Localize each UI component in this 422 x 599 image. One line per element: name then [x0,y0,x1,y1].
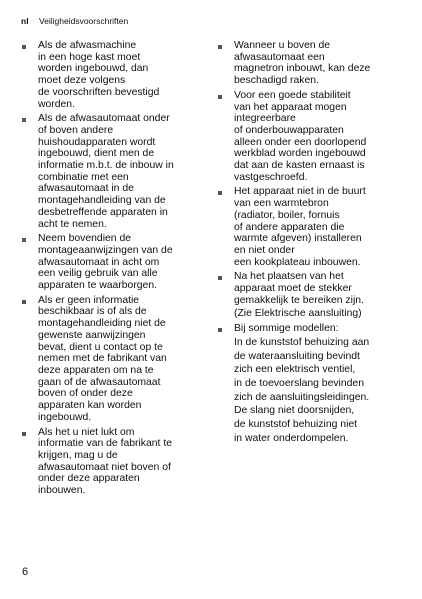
bullet-text-line: montagehandleiding van de [38,195,166,207]
bullet-text-line: combinatie met een [38,171,129,183]
square-bullet-icon [218,276,222,280]
right-column [218,40,408,448]
bullet-text-line: bevat, dient u contact op te [38,341,163,353]
language-code: nl [21,16,29,26]
bullet-text-line: worden. [38,98,75,110]
bullet-text-line: alleen onder een doorlopend [234,136,367,148]
bullet-text-line: Als het u niet lukt om [38,426,135,438]
bullet-text-line: Voor een goede stabiliteit [234,89,351,101]
bullet-text-line: ingebouwd. [38,411,92,423]
bullet-text-line: informatie m.b.t. de inbouw in [38,160,174,172]
bullet-text-line: en niet onder [234,244,295,256]
right-bullet-list [218,40,408,448]
bullet-text-line: een veilig gebruik van alle [38,268,158,280]
bullet-text-line: afwasautomaat een [234,51,325,63]
square-bullet-icon [218,191,222,195]
bullet-text-line: Wanneer u boven de [234,40,331,51]
bullet-item [22,113,210,233]
bullet-text-line: dat aan de kasten ernaast is [234,160,365,172]
bullet-text-line: werkblad worden ingebouwd [234,148,366,160]
item-spacer [234,445,408,448]
bullet-item [218,186,408,271]
bullet-text-line: desbetreffende apparaten in [38,206,168,218]
bullet-text-line: Bij sommige modellen: [234,323,339,335]
square-bullet-icon [22,300,26,304]
bullet-item [22,40,210,113]
bullet-text-line: gewenste aanwijzingen [38,329,146,341]
bullet-text-line: Neem bovendien de [38,233,132,245]
bullet-text-line: warmte afgeven) installeren [234,233,362,245]
bullet-text-line: moet deze volgens [38,75,126,87]
bullet-item [22,427,210,500]
bullet-text-line: worden ingebouwd, dan [38,63,149,75]
bullet-subtext-line: in de toevoerslang bevinden [234,377,364,389]
bullet-text-line: de voorschriften bevestigd [38,86,160,98]
bullet-text-line: in een hoge kast moet [38,51,141,63]
square-bullet-icon [218,45,222,49]
bullet-text-line: (radiator, boiler, fornuis [234,209,340,221]
bullet-text-line: Als de afwasautomaat onder [38,113,170,125]
bullet-text-line: montageaanwijzingen van de [38,244,173,256]
bullet-subtext-line: zich een elektrisch ventiel, [234,364,356,376]
bullet-subtext-line: in water onderdompelen. [234,432,349,444]
bullet-text-line: ingebouwd, dient men de [38,148,155,160]
bullet-text-line: apparaten te waarborgen. [38,280,158,292]
bullet-text-line: inbouwen. [38,485,86,497]
bullet-item [22,233,210,295]
bullet-item [218,90,408,187]
bullet-text-line: deze apparaten om na te [38,364,154,376]
bullet-item [22,295,210,427]
bullet-text-line: een kookplateau inbouwen. [234,256,361,268]
square-bullet-icon [218,95,222,99]
bullet-text-line: Het apparaat niet in de buurt [234,186,366,198]
bullet-text-line: van het apparaat mogen [234,101,347,113]
bullet-text-line: nemen met de fabrikant van [38,353,167,365]
bullet-text-line: huishoudapparaten wordt [38,136,156,148]
item-spacer [38,497,210,500]
bullet-subtext-line: de kunststof behuizing niet [234,419,358,431]
bullet-text-line: gaan of de afwasautomaat [38,376,161,388]
bullet-text-line: of onderbouwapparaten [234,124,344,136]
bullet-text-line: boven of onder deze [38,388,133,400]
bullet-item [218,323,408,447]
bullet-text-line: of boven andere [38,124,114,136]
bullet-text-line: informatie van de fabrikant te [38,438,172,450]
square-bullet-icon [22,238,26,242]
bullet-text-line: magnetron inbouwt, kan deze [234,63,371,75]
bullet-text-line: apparaten kan worden [38,400,142,412]
square-bullet-icon [22,45,26,49]
bullet-text-line: acht te nemen. [38,218,107,230]
bullet-text-line: apparaat moet de stekker [234,283,352,295]
bullet-item [218,40,408,90]
bullet-item [218,271,408,323]
bullet-text-line: Na het plaatsen van het [234,271,344,283]
page-number: 6 [22,566,29,578]
bullet-text-line: integreerbare [234,113,296,125]
bullet-text-line: beschikbaar is of als de [38,306,147,318]
square-bullet-icon [22,118,26,122]
section-title: Veiligheidsvoorschriften [38,16,129,26]
bullet-subtext-line: (Zie Elektrische aansluiting) [234,308,362,320]
bullet-text-line: of andere apparaten die [234,221,345,233]
bullet-subtext-line: In de kunststof behuizing aan [234,336,370,348]
bullet-text-line: onder deze apparaten [38,473,140,485]
bullet-text-line: afwasautomaat in de [38,183,134,195]
bullet-text-line: Als er geen informatie [38,294,140,306]
bullet-text-line: montagehandleiding niet de [38,318,166,330]
left-bullet-list [22,40,210,500]
square-bullet-icon [22,432,26,436]
bullet-text-line: afwasautomaat niet boven of [38,461,171,473]
bullet-text-line: krijgen, mag u de [38,449,118,461]
bullet-subtext-line: De slang niet doorsnijden, [234,405,355,417]
square-bullet-icon [218,328,222,332]
left-column [22,40,210,500]
bullet-text-line: afwasautomaat in acht om [38,256,160,268]
page-header [21,16,128,27]
bullet-text-line: van een warmtebron [234,198,329,210]
bullet-text-line: gemakkelijk te bereiken zijn. [234,294,364,306]
bullet-subtext-line: zich de aansluitingsleidingen. [234,391,370,403]
bullet-subtext-line: de wateraansluiting bevindt [234,350,360,362]
bullet-text-line: vastgeschroefd. [234,171,308,183]
bullet-text-line: Als de afwasmachine [38,40,137,51]
bullet-text-line: beschadigd raken. [234,75,319,87]
